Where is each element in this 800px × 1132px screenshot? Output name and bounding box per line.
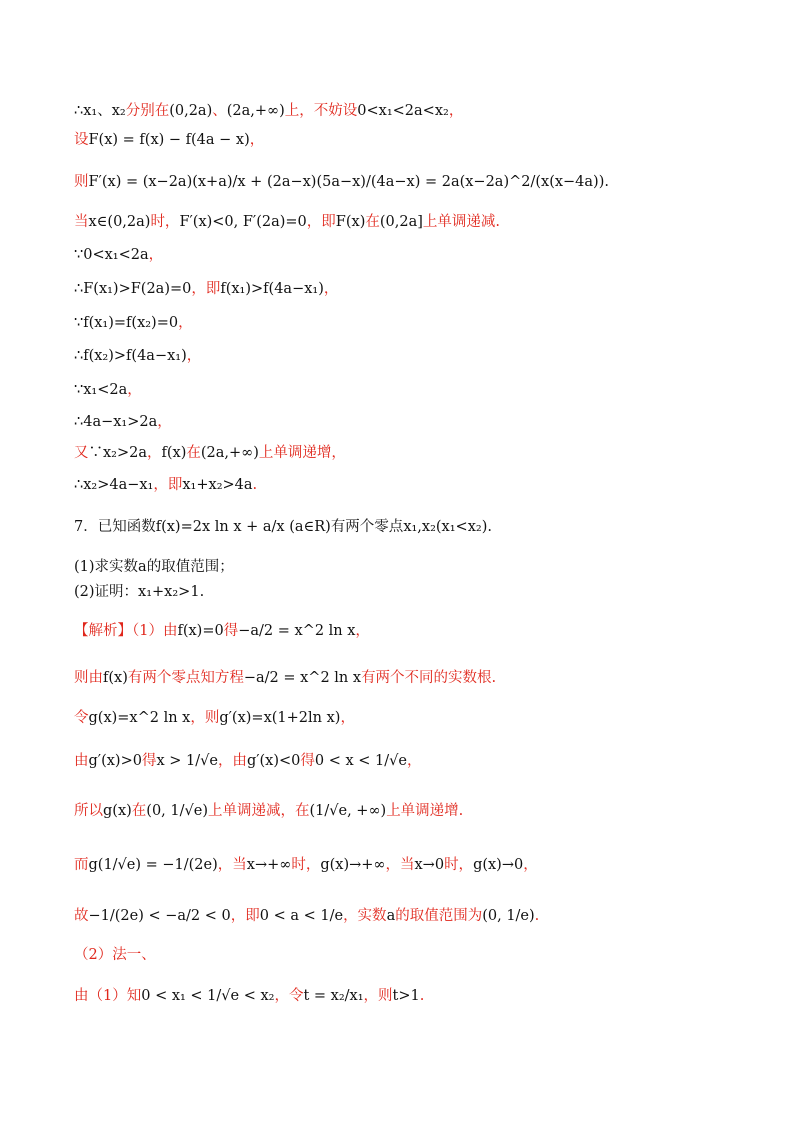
math-expression: (0,2a] (379, 214, 423, 230)
math-expression: x₁+x₂>1 (138, 584, 200, 600)
text-line (74, 279, 338, 299)
explanation-text: ，实数 (343, 908, 387, 924)
math-expression: (0,2a) (169, 103, 213, 119)
math-expression: (0, 1/e) (482, 908, 535, 924)
text-line (74, 621, 370, 641)
explanation-text: ，即 (191, 281, 221, 297)
math-expression: x₁,x₂(x₁<x₂) (403, 519, 488, 535)
text-line (74, 582, 204, 602)
math-expression: ∴4a−x₁>2a (74, 414, 158, 430)
math-expression: ∴F(x₁)>F(2a)=0 (74, 281, 192, 297)
explanation-text: ， (178, 315, 193, 331)
explanation-text: 在 (186, 445, 201, 461)
explanation-text: 所以 (74, 803, 103, 819)
math-expression: ∵0<x₁<2a (74, 247, 149, 263)
explanation-text: ， (448, 103, 464, 119)
math-expression: −a/2 = x^2 ln x (243, 670, 362, 686)
explanation-text: 当 (74, 214, 89, 230)
math-expression: g′(x)<0 (246, 753, 301, 769)
explanation-text: ，则 (190, 710, 220, 726)
explanation-text: 时， (291, 857, 321, 873)
text-line (74, 212, 500, 232)
math-expression: g(x) (103, 803, 132, 819)
text-line (74, 751, 421, 771)
text-line (74, 313, 193, 333)
math-expression: 0<x₁<2a<x₂ (357, 103, 449, 119)
math-expression: 的取值范围； (146, 559, 234, 575)
explanation-text: 由（1）知 (74, 988, 142, 1004)
text-line (74, 412, 172, 432)
math-expression: f(x) (103, 670, 128, 686)
text-line (74, 172, 609, 192)
explanation-text: 又 (74, 445, 89, 461)
text-line (74, 346, 201, 366)
math-expression: x > 1/√e (156, 753, 218, 769)
explanation-text: ， (523, 857, 538, 873)
explanation-text: 在 (131, 803, 147, 819)
explanation-text: . (534, 908, 540, 924)
math-expression: x→+∞ (246, 857, 292, 873)
math-expression: t = x₂/x₁ (303, 988, 364, 1004)
explanation-text: 得 (223, 623, 239, 639)
text-line (74, 101, 463, 121)
math-expression: x∈(0,2a) (88, 214, 151, 230)
explanation-text: 得 (141, 753, 157, 769)
math-expression: F′(x) = (x−2a)(x+a)/x + (2a−x)(5a−x)/(4a−x) = 2a(x−2a)^2/(x(x−4a)) (88, 174, 605, 190)
explanation-text: 故 (74, 908, 89, 924)
math-expression: g(x)→+∞ (320, 857, 386, 873)
math-expression: g′(x)>0 (88, 753, 142, 769)
explanation-text: ，即 (230, 908, 260, 924)
explanation-text: ，令 (274, 988, 304, 1004)
explanation-text: 、 (212, 103, 227, 119)
explanation-text: 有两个不同的实数根. (361, 670, 497, 686)
explanation-text: 上单调递减. (422, 214, 500, 230)
text-line (74, 130, 264, 150)
text-line (74, 517, 492, 537)
text-line (74, 668, 496, 688)
text-line (74, 801, 463, 821)
explanation-text: 分别在 (125, 103, 170, 119)
explanation-text: 则 (74, 174, 89, 190)
explanation-text: ，即 (306, 214, 336, 230)
explanation-text: 设 (74, 132, 89, 148)
explanation-text: 上单调递增. (386, 803, 464, 819)
text-line (74, 906, 539, 926)
explanation-text: ，由 (217, 753, 247, 769)
explanation-text: 【解析】（1）由 (74, 623, 178, 639)
explanation-text: 得 (300, 753, 315, 769)
explanation-text: ， (355, 623, 370, 639)
text-line (74, 245, 163, 265)
explanation-text: 上单调递增， (258, 445, 346, 461)
explanation-text: ，则 (363, 988, 393, 1004)
explanation-text: 而 (74, 857, 89, 873)
explanation-text: 由 (74, 753, 89, 769)
math-expression: (1/√e, +∞) (309, 803, 387, 819)
math-expression: F(x) = f(x) − f(4a − x) (88, 132, 250, 148)
explanation-text: ， (157, 414, 172, 430)
math-expression: ∵f(x₁)=f(x₂)=0 (74, 315, 179, 331)
explanation-text: ，当 (217, 857, 247, 873)
math-expression: f(x)=2x ln x + a/x (a∈R) (155, 519, 331, 535)
explanation-text: ，即 (153, 477, 183, 493)
math-expression: t>1 (392, 988, 420, 1004)
explanation-text: ， (323, 281, 339, 297)
explanation-text: ， (127, 382, 142, 398)
math-expression: . (604, 174, 609, 190)
text-line (74, 443, 346, 463)
math-expression: a (386, 908, 396, 924)
math-expression: −a/2 = x^2 ln x (238, 623, 356, 639)
math-expression: 0 < x₁ < 1/√e < x₂ (141, 988, 275, 1004)
math-expression: ∴x₂>4a−x₁ (74, 477, 154, 493)
explanation-text: . (252, 477, 258, 493)
explanation-text: ， (406, 753, 422, 769)
math-expression: a (138, 559, 147, 575)
math-expression: F′(x)<0, F′(2a)=0 (179, 214, 307, 230)
explanation-text: 则由 (74, 670, 103, 686)
math-expression: 7．已知函数 (74, 519, 156, 535)
math-expression: 0 < a < 1/e (259, 908, 344, 924)
explanation-text: . (419, 988, 425, 1004)
explanation-text: 有两个零点知方程 (127, 670, 244, 686)
math-expression: (1)求实数 (74, 559, 139, 575)
math-expression: 有两个零点 (330, 519, 404, 535)
explanation-text: 令 (74, 710, 89, 726)
math-expression: g(x)→0 (473, 857, 524, 873)
explanation-text: （2）法一、 (74, 947, 156, 963)
explanation-text: 上，不妨设 (284, 103, 358, 119)
math-expression: ∴x₁、x₂ (74, 103, 126, 119)
math-expression: . (487, 519, 492, 535)
math-expression: f(x)=0 (177, 623, 224, 639)
explanation-text: ， (147, 445, 162, 461)
math-expression: F(x) (335, 214, 366, 230)
math-expression: (2a,+∞) (226, 103, 285, 119)
math-expression: x→0 (414, 857, 445, 873)
math-expression: f(x₁)>f(4a−x₁) (220, 281, 324, 297)
text-line (74, 986, 424, 1006)
text-line (74, 708, 355, 728)
text-line (74, 475, 257, 495)
math-expression: (0, 1/√e) (146, 803, 208, 819)
math-expression: x₁+x₂>4a (182, 477, 253, 493)
math-expression: g′(x)=x(1+2ln x) (219, 710, 341, 726)
explanation-text: ， (148, 247, 164, 263)
math-expression: g(x)=x^2 ln x (88, 710, 191, 726)
text-line (74, 380, 142, 400)
explanation-text: ，当 (385, 857, 415, 873)
explanation-text: 时， (150, 214, 180, 230)
math-expression: ∵x₂>2a (88, 445, 148, 461)
math-expression: . (199, 584, 205, 600)
explanation-text: ， (249, 132, 265, 148)
math-expression: −1/(2e) < −a/2 < 0 (88, 908, 231, 924)
math-expression: 0 < x < 1/√e (314, 753, 407, 769)
explanation-text: 在 (365, 214, 380, 230)
math-expression: g(1/√e) = −1/(2e) (88, 857, 218, 873)
text-line (74, 557, 234, 577)
explanation-text: 上单调递减，在 (207, 803, 310, 819)
math-expression: ∵x₁<2a (74, 382, 128, 398)
math-expression: ∴f(x₂)>f(4a−x₁) (74, 348, 187, 364)
math-expression: f(x) (161, 445, 187, 461)
text-line (74, 945, 156, 965)
explanation-text: ， (186, 348, 202, 364)
explanation-text: ， (340, 710, 355, 726)
math-expression: (2)证明： (74, 584, 139, 600)
text-line (74, 855, 538, 875)
math-expression: (2a,+∞) (200, 445, 259, 461)
explanation-text: 的取值范围为 (395, 908, 483, 924)
explanation-text: 时， (444, 857, 474, 873)
